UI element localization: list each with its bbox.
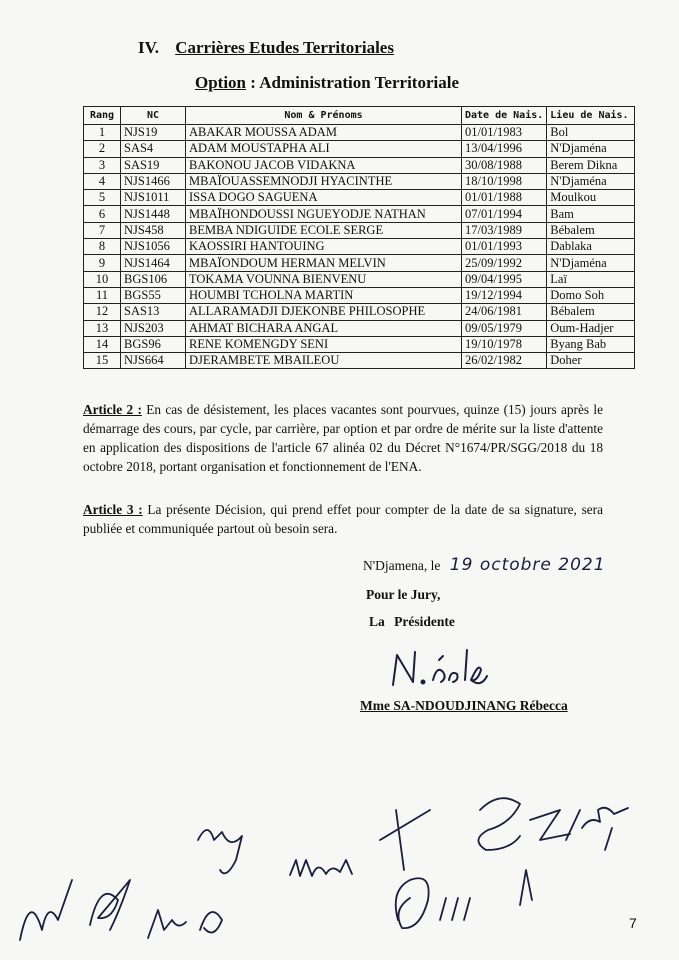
cell-birth-date: 18/10/1998 <box>462 173 547 189</box>
cell-rang: 11 <box>84 287 121 303</box>
article-3-label: Article 3 : <box>83 502 143 517</box>
cell-nc: NJS203 <box>121 320 186 336</box>
president-signature <box>385 640 495 695</box>
table-row <box>84 287 635 303</box>
header-rang: Rang <box>84 107 121 125</box>
table-row <box>84 239 635 255</box>
cell-birth-place: Laï <box>547 271 635 287</box>
cell-birth-date: 01/01/1983 <box>462 125 547 141</box>
section-number: IV. <box>138 38 159 57</box>
president-label: La Présidente <box>369 614 455 629</box>
table-row <box>84 353 635 369</box>
option-value: : Administration Territoriale <box>250 73 459 92</box>
cell-nc: SAS4 <box>121 141 186 157</box>
cell-rang: 5 <box>84 190 121 206</box>
date-line <box>363 555 606 575</box>
cell-birth-date: 09/05/1979 <box>462 320 547 336</box>
option-heading <box>195 73 459 93</box>
cell-rang: 2 <box>84 141 121 157</box>
place-label: N'Djamena, le <box>363 558 441 573</box>
table-row <box>84 271 635 287</box>
section-title: Carrières Etudes Territoriales <box>175 38 394 57</box>
table-row <box>84 125 635 141</box>
signature-2 <box>90 880 130 930</box>
table-row <box>84 141 635 157</box>
section-heading <box>138 38 394 58</box>
signature-6 <box>290 860 352 876</box>
cell-name: KAOSSIRI HANTOUING <box>186 239 462 255</box>
signature-1 <box>20 880 72 940</box>
cell-name: AHMAT BICHARA ANGAL <box>186 320 462 336</box>
cell-name: ISSA DOGO SAGUENA <box>186 190 462 206</box>
cell-nc: NJS19 <box>121 125 186 141</box>
cell-birth-place: Bam <box>547 206 635 222</box>
cell-nc: BGS55 <box>121 287 186 303</box>
cell-nc: NJS1464 <box>121 255 186 271</box>
table-header-row <box>84 107 635 125</box>
candidates-table <box>83 106 635 369</box>
cell-name: ADAM MOUSTAPHA ALI <box>186 141 462 157</box>
cell-rang: 1 <box>84 125 121 141</box>
cell-birth-date: 17/03/1989 <box>462 222 547 238</box>
cell-name: MBAÏOUASSEMNODJI HYACINTHE <box>186 173 462 189</box>
header-birth-place: Lieu de Nais. <box>547 107 635 125</box>
header-birth-date: Date de Nais. <box>462 107 547 125</box>
cell-name: BAKONOU JACOB VIDAKNA <box>186 157 462 173</box>
header-name: Nom & Prénoms <box>186 107 462 125</box>
cell-name: ALLARAMADJI DJEKONBE PHILOSOPHE <box>186 304 462 320</box>
cell-birth-place: N'Djaména <box>547 255 635 271</box>
cell-name: BEMBA NDIGUIDE ECOLE SERGE <box>186 222 462 238</box>
cell-name: RENE KOMENGDY SENI <box>186 336 462 352</box>
cell-birth-place: Byang Bab <box>547 336 635 352</box>
table-row <box>84 206 635 222</box>
cell-rang: 6 <box>84 206 121 222</box>
cell-nc: SAS19 <box>121 157 186 173</box>
cell-rang: 7 <box>84 222 121 238</box>
cell-birth-place: Moulkou <box>547 190 635 206</box>
signature-3 <box>148 910 186 938</box>
cell-birth-date: 01/01/1993 <box>462 239 547 255</box>
signature-13 <box>566 808 628 840</box>
table-row <box>84 157 635 173</box>
table-row <box>84 255 635 271</box>
cell-nc: NJS1448 <box>121 206 186 222</box>
cell-birth-date: 09/04/1995 <box>462 271 547 287</box>
cell-rang: 12 <box>84 304 121 320</box>
handwritten-date: 19 octobre 2021 <box>449 555 606 575</box>
cell-rang: 9 <box>84 255 121 271</box>
header-nc: NC <box>121 107 186 125</box>
cell-birth-date: 26/02/1982 <box>462 353 547 369</box>
table-row <box>84 320 635 336</box>
cell-nc: BGS106 <box>121 271 186 287</box>
cell-birth-date: 24/06/1981 <box>462 304 547 320</box>
article-2-label: Article 2 : <box>83 402 142 417</box>
cell-nc: NJS1056 <box>121 239 186 255</box>
cell-birth-place: N'Djaména <box>547 141 635 157</box>
signature-12 <box>520 870 532 905</box>
cell-nc: NJS1466 <box>121 173 186 189</box>
cell-rang: 10 <box>84 271 121 287</box>
cell-birth-place: Bébalem <box>547 304 635 320</box>
cell-birth-date: 19/10/1978 <box>462 336 547 352</box>
cell-rang: 3 <box>84 157 121 173</box>
cell-name: DJERAMBETE MBAILEOU <box>186 353 462 369</box>
table-row <box>84 190 635 206</box>
cell-nc: SAS13 <box>121 304 186 320</box>
cell-birth-date: 30/08/1988 <box>462 157 547 173</box>
table-row <box>84 173 635 189</box>
signature-5 <box>198 830 242 873</box>
cell-birth-place: Berem Dikna <box>547 157 635 173</box>
cell-rang: 8 <box>84 239 121 255</box>
jury-signatures <box>0 780 679 950</box>
option-label: Option <box>195 73 247 92</box>
cell-nc: NJS1011 <box>121 190 186 206</box>
cell-birth-place: Bol <box>547 125 635 141</box>
cell-birth-date: 01/01/1988 <box>462 190 547 206</box>
for-jury-label: Pour le Jury, <box>366 587 441 602</box>
article-2-text: En cas de désistement, les places vacantes sont pourvues, quinze (15) jours après le démarrage des cours, par cycle, par carrière, par option et par ordre de mérite sur la liste d'attente en application des dispositions de l'article 67 alinéa 02 du Décret N°1674/PR/SGG/2018 du 18 octobre 2018, portant organisation et fonctionnement de l'ENA. <box>83 402 604 474</box>
cell-birth-place: Dablaka <box>547 239 635 255</box>
cell-rang: 4 <box>84 173 121 189</box>
cell-birth-place: Domo Soh <box>547 287 635 303</box>
cell-birth-date: 19/12/1994 <box>462 287 547 303</box>
article-3 <box>83 500 603 538</box>
cell-name: MBAÏHONDOUSSI NGUEYODJE NATHAN <box>186 206 462 222</box>
cell-birth-date: 07/01/1994 <box>462 206 547 222</box>
cell-name: TOKAMA VOUNNA BIENVENU <box>186 271 462 287</box>
page-number: 7 <box>629 915 637 931</box>
signature-11 <box>530 810 570 840</box>
cell-rang: 13 <box>84 320 121 336</box>
table-row <box>84 304 635 320</box>
cell-nc: BGS96 <box>121 336 186 352</box>
cell-birth-place: N'Djaména <box>547 173 635 189</box>
signature-10 <box>478 798 520 850</box>
signature-7 <box>396 878 429 928</box>
cell-birth-place: Doher <box>547 353 635 369</box>
signature-8 <box>380 810 430 870</box>
signature-14 <box>605 828 612 850</box>
article-2 <box>83 400 603 476</box>
cell-birth-date: 25/09/1992 <box>462 255 547 271</box>
table-body <box>84 125 635 369</box>
table-row <box>84 222 635 238</box>
signature-4 <box>200 912 222 933</box>
cell-birth-place: Bébalem <box>547 222 635 238</box>
cell-name: HOUMBI TCHOLNA MARTIN <box>186 287 462 303</box>
cell-nc: NJS664 <box>121 353 186 369</box>
article-3-text: La présente Décision, qui prend effet pour compter de la date de sa signature, sera publiée et communiquée partout où besoin sera. <box>83 502 603 536</box>
cell-rang: 15 <box>84 353 121 369</box>
cell-name: MBAÏONDOUM HERMAN MELVIN <box>186 255 462 271</box>
signature-9 <box>440 898 470 920</box>
cell-rang: 14 <box>84 336 121 352</box>
cell-birth-date: 13/04/1996 <box>462 141 547 157</box>
cell-nc: NJS458 <box>121 222 186 238</box>
table-row <box>84 336 635 352</box>
cell-name: ABAKAR MOUSSA ADAM <box>186 125 462 141</box>
cell-birth-place: Oum-Hadjer <box>547 320 635 336</box>
signatory-name: Mme SA-NDOUDJINANG Rébecca <box>360 698 568 713</box>
